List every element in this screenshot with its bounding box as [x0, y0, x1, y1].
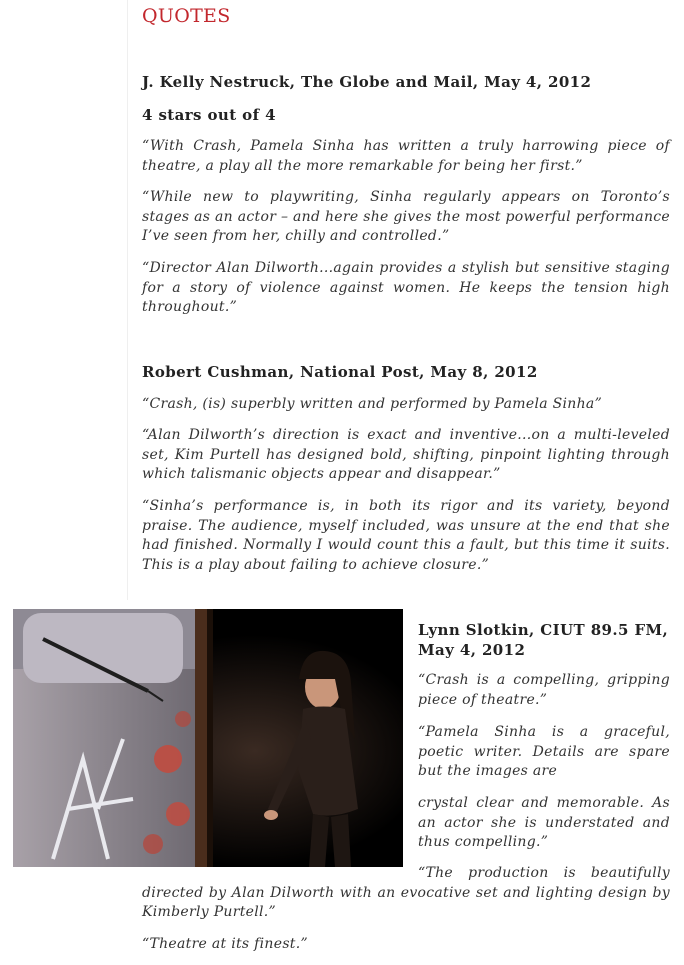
quote: “Sinha’s performance is, in both its rigor and its variety, beyond praise. The audience, myself included, was unsure at the end that she had finished. Normally I would count this a fault, but this time it suits. This is a play about failing to achieve closure.” — [142, 498, 670, 573]
review-source: Robert Cushman, National Post, May 8, 2012 — [142, 363, 538, 381]
quote: “Alan Dilworth’s direction is exact and inventive...on a multi-leveled set, Kim Purtell has designed bold, shifting, pinpoint lighting through which talismanic objects appear and disappear.” — [142, 427, 670, 482]
review-source: J. Kelly Nestruck, The Globe and Mail, May 4, 2012 — [142, 73, 592, 91]
review-rating: 4 stars out of 4 — [142, 106, 276, 124]
quote: “Pamela Sinha is a graceful, poetic writer. Details are spare but the images are — [418, 724, 670, 779]
quote: “While new to playwriting, Sinha regularly appears on Toronto’s stages as an actor – and here she gives the most powerful performance I’ve seen from her, chilly and controlled.” — [142, 189, 670, 244]
quote: “The production is beautifully directed by Alan Dilworth with an evocative set and lighting design by Kimberly Purtell.” — [142, 865, 670, 920]
quote: “Director Alan Dilworth...again provides a stylish but sensitive staging for a story of violence against women. He keeps the tension high throughout.” — [142, 260, 670, 315]
quote: “Theatre at its finest.” — [142, 936, 308, 952]
page-heading: QUOTES — [142, 5, 231, 27]
left-margin-panel — [0, 0, 128, 600]
quote: “Crash, (is) superbly written and performed by Pamela Sinha” — [142, 396, 603, 412]
quote: crystal clear and memorable. As an actor she is understated and thus compelling.” — [418, 795, 670, 850]
quote: “Crash is a compelling, gripping piece of theatre.” — [418, 672, 670, 708]
quote: “With Crash, Pamela Sinha has written a truly harrowing piece of theatre, a play all the more remarkable for being her first.” — [142, 138, 670, 174]
production-photo — [13, 609, 403, 867]
review-source-date: May 4, 2012 — [418, 641, 526, 659]
review-source: Lynn Slotkin, CIUT 89.5 FM, — [418, 621, 669, 639]
